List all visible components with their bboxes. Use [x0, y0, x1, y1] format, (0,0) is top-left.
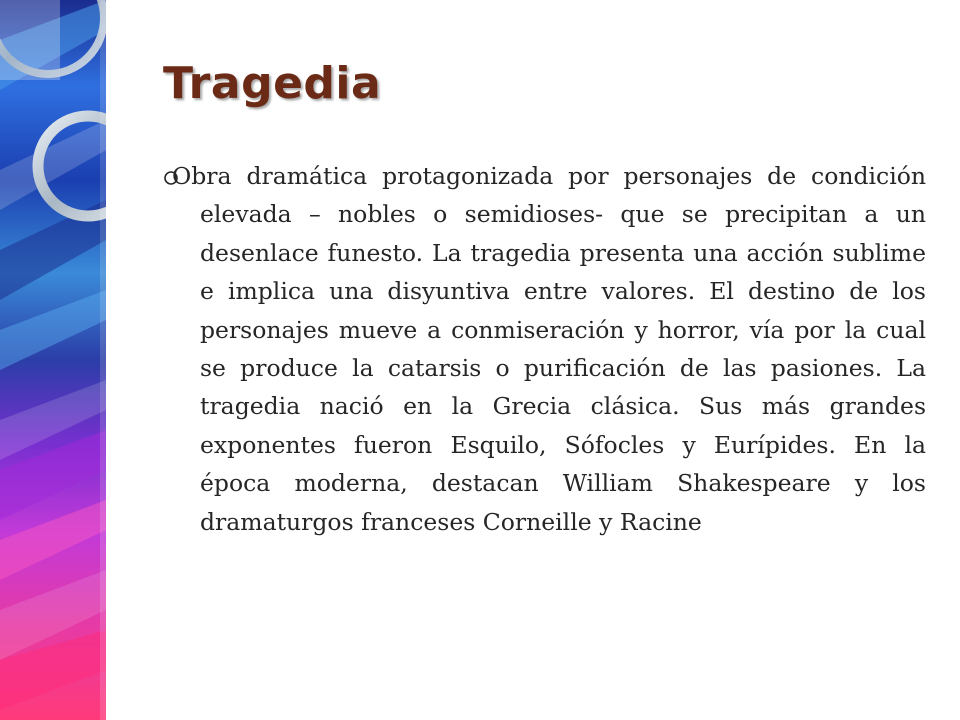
slide-title: Tragedia: [163, 58, 382, 109]
body-paragraph: Obra dramática protagonizada por personajes de condición elevada – nobles o semidioses- que se precipitan a un desenlace funesto. La tragedia presenta una acción sublime e implica una disyuntiva entre valores. El destino de los personajes mueve a conmiseración y horror, vía por la cual se produce la catarsis o purificación de las pasiones. La tragedia nació en la Grecia clásica. Sus más grandes exponentes fueron Esquilo, Sófocles y Eurípides. En la época moderna, destacan William Shakespeare y los dramaturgos franceses Corneille y Racine: [172, 162, 926, 536]
abstract-band-graphic: [0, 0, 106, 720]
slide-body: [172, 157, 926, 541]
decorative-side-band: [0, 0, 106, 720]
